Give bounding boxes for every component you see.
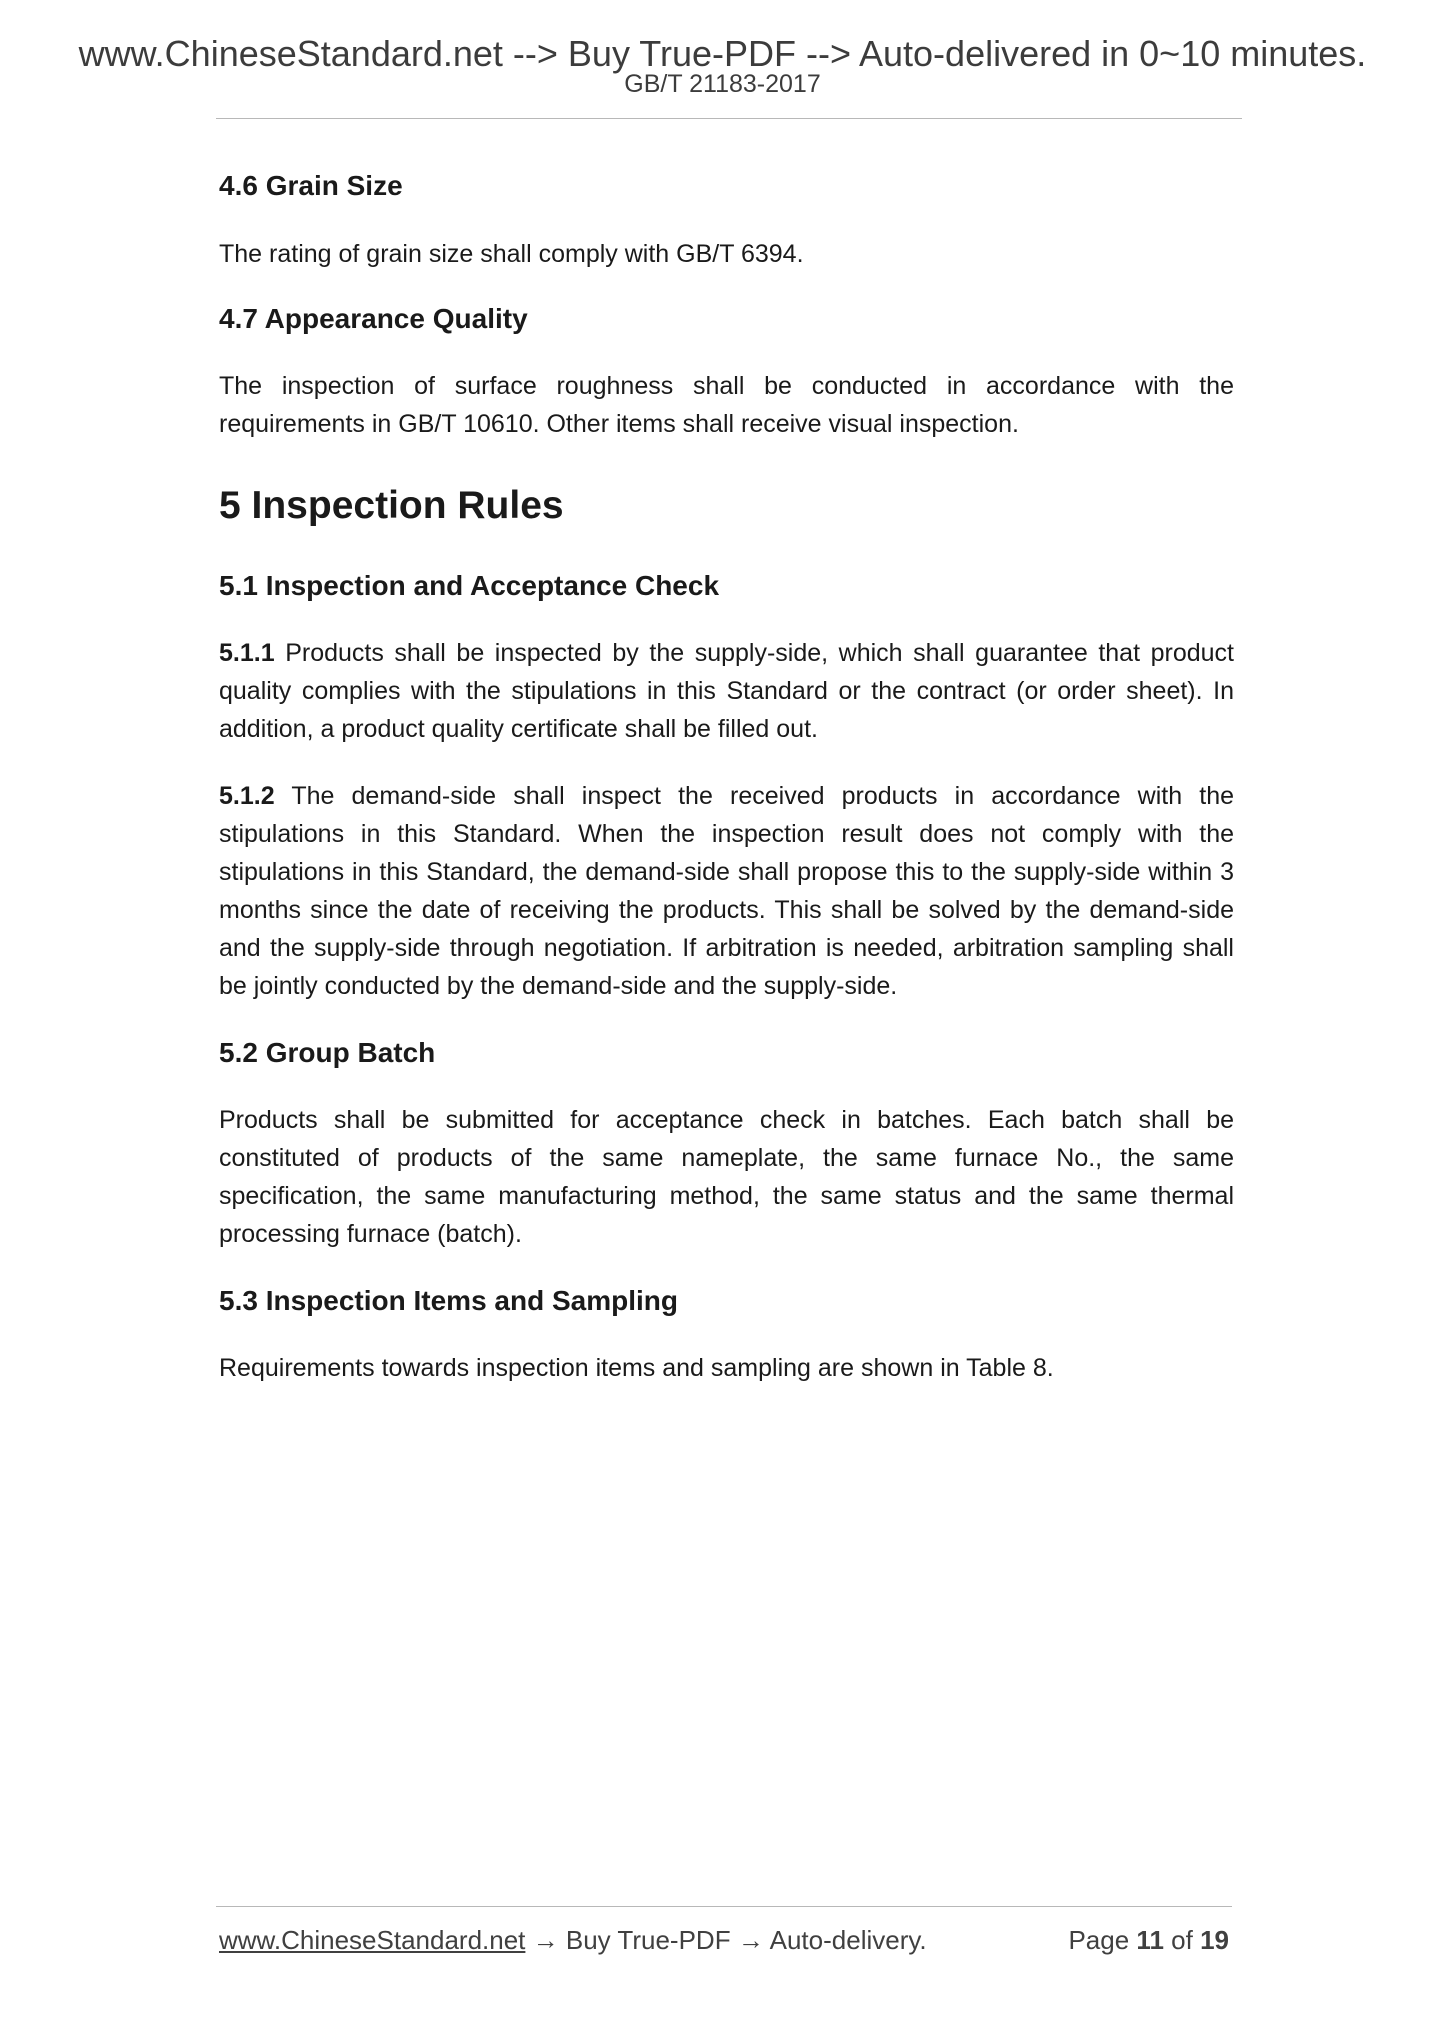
section-5-3-body: Requirements towards inspection items and sampling are shown in Table 8. [219,1354,1054,1382]
current-page-number: 11 [1136,1925,1164,1955]
footer-divider [216,1906,1232,1907]
section-4-7-heading: 4.7 Appearance Quality [219,303,528,334]
header-divider [216,118,1242,119]
footer-promo [219,1924,927,1956]
section-5-3-heading: 5.3 Inspection Items and Sampling [219,1285,678,1316]
footer-delivery-text: Auto-delivery. [769,1925,927,1955]
section-4-6-body: The rating of grain size shall comply with GB/T 6394. [219,240,804,268]
arrow-right-icon: → [532,1925,559,1955]
clause-5-1-1-number: 5.1.1 [219,639,275,667]
section-5-2-heading: 5.2 Group Batch [219,1037,436,1068]
section-4-6-heading: 4.6 Grain Size [219,170,403,201]
clause-5-1-1-text: Products shall be inspected by the supply-side, which shall guarantee that product quality complies with the stipulations in this Standard or the contract (or order sheet). In addition, a product quality certificate shall be filled out. [219,639,1234,743]
clause-5-1-2-text: The demand-side shall inspect the received products in accordance with the stipulations in this Standard. When the inspection result does not comply with the stipulations in this Standard, the demand-side shall propose this to the supply-side within 3 months since the date of receiving the products. This shall be solved by the demand-side and the supply-side through negotiation. If arbitration is needed, arbitration sampling shall be jointly conducted by the demand-side and the supply-side. [219,782,1235,1000]
document-code: GB/T 21183-2017 [624,70,821,98]
section-5-1-heading: 5.1 Inspection and Acceptance Check [219,570,720,601]
page-label: Page [1068,1925,1130,1955]
clause-5-1-2-number: 5.1.2 [219,782,275,810]
arrow-right-icon: → [737,1925,764,1955]
page-indicator [1068,1924,1229,1956]
top-banner: www.ChineseStandard.net --> Buy True-PDF --> Auto-delivered in 0~10 minutes. [78,33,1367,74]
clause-5-1-2 [219,777,1234,1005]
section-4-7-body: The inspection of surface roughness shall be conducted in accordance with the requirements in GB/T 10610. Other items shall receive visual inspection. [219,372,1234,438]
section-5-2-body: Products shall be submitted for acceptance check in batches. Each batch shall be constituted of products of the same nameplate, the same furnace No., the same specification, the same manufacturing method, the same status and the same thermal processing furnace (batch). [219,1106,1234,1248]
footer-site-link[interactable]: www.ChineseStandard.net [219,1925,526,1955]
section-5-heading: 5 Inspection Rules [219,484,564,527]
footer-buy-text: Buy True-PDF [565,1925,731,1955]
of-label: of [1171,1925,1193,1955]
total-pages-number: 19 [1200,1925,1229,1955]
page-content [219,168,1234,1387]
clause-5-1-1 [219,634,1234,748]
